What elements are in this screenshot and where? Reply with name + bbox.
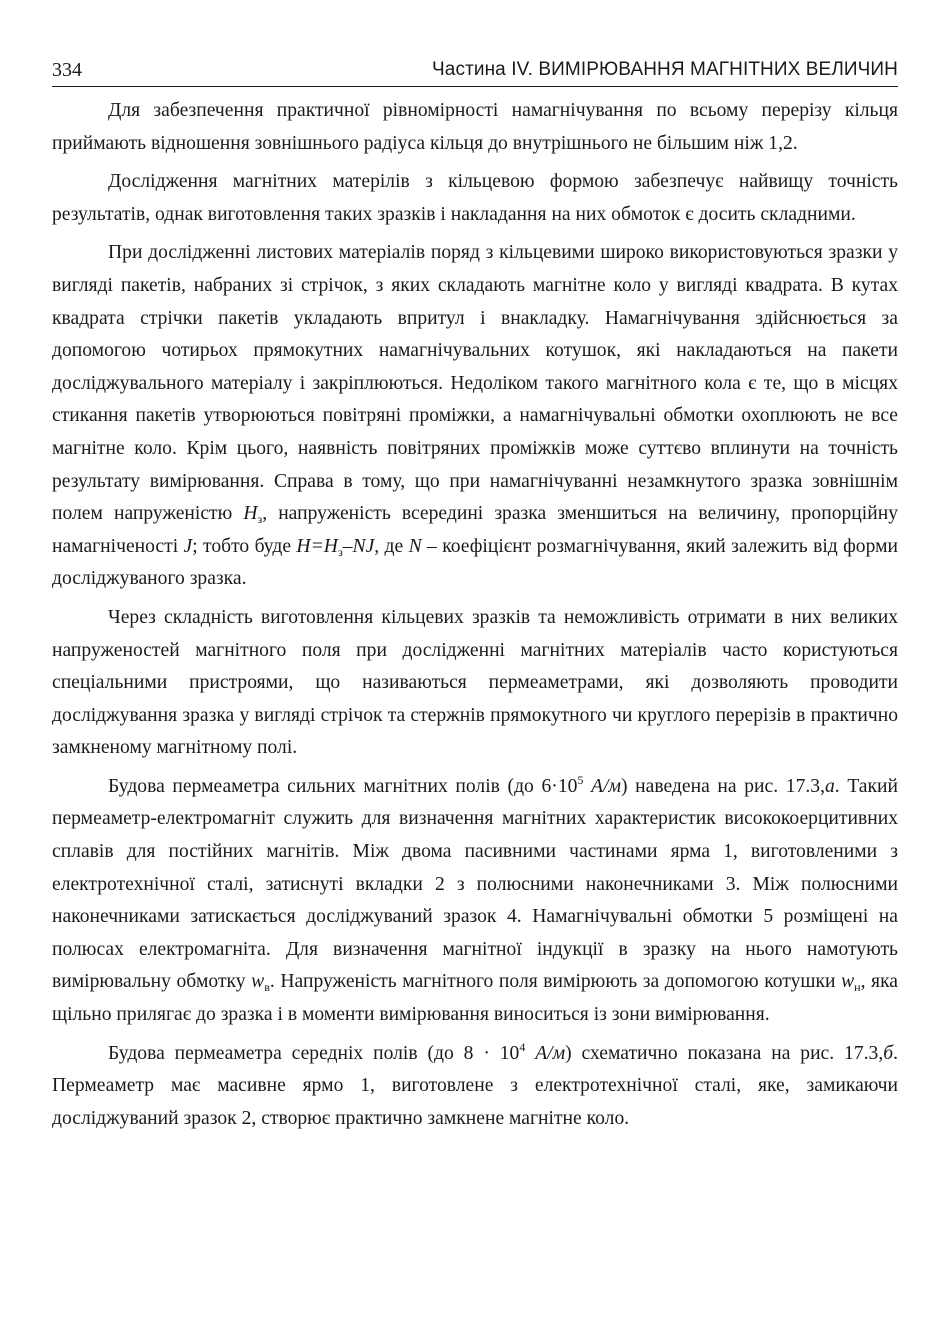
text-run: , де <box>374 535 409 557</box>
paragraph-3 <box>52 237 898 596</box>
text-run: – коефіцієнт розмагнічування, який залежить від форми досліджуваного зразка. <box>52 535 898 590</box>
variable-w: w <box>841 971 855 993</box>
text-run: Будова пермеаметра середніх полів (до 8 · 10 <box>108 1042 520 1064</box>
figure-ref: а <box>824 775 835 797</box>
paragraph-6 <box>52 1038 898 1136</box>
text-run: ; тобто буде <box>192 535 297 557</box>
unit: А/м <box>525 1042 566 1064</box>
paragraph-2: Дослідження магнітних матерілів з кільцевою формою забезпечує найвищу точність результатів, однак виготовлення таких зразків і накладання на них обмоток є досить складними. <box>52 171 898 225</box>
text-run: , яка щільно прилягає до зразка і в моменти вимірювання виноситься із зони вимірювання. <box>52 971 898 1026</box>
variable-n: N <box>408 535 422 557</box>
text-run: ) наведена на рис. 17.3, <box>621 775 825 797</box>
subscript: н <box>854 980 861 995</box>
variable-h: H <box>243 503 258 525</box>
text-run: . Пермеаметр має масивне ярмо 1, виготовлене з електротехнічної сталі, яке, замикаючи досліджуваний зразок 2, створює практично замкнене магнітне коло. <box>52 1042 898 1129</box>
figure-ref: б <box>883 1042 894 1064</box>
running-title: Частина IV. ВИМІРЮВАННЯ МАГНІТНИХ ВЕЛИЧИН <box>432 59 898 80</box>
text-run: При дослідженні листових матеріалів поряд з кільцевими широко використовуються зразки у вигляді пакетів, набраних зі стрічок, з яких складають магнітне коло у вигляді квадрата. В кутах квадрата стрічки пакетів укладають впритул і внакладку. Намагнічування здійснюється за допомогою чотирьох прямокутних намагнічувальних котушок, які накладаються на пакети досліджувального матеріалу і закріплюються. Недоліком такого магнітного кола є те, що в місцях стикання пакетів утворюються повітряні проміжки, а намагнічувальні обмотки охоплюють не все магнітне коло. Крім цього, наявність повітряних проміжків може суттєво вплинути на точність результату вимірювання. Справа в тому, що при намагнічуванні незамкнутого зразка зовнішнім полем напруженістю <box>52 242 898 525</box>
exponent: 4 <box>519 1039 526 1054</box>
formula-part: H=H <box>296 535 338 557</box>
paragraph-1: Для забезпечення практичної рівномірності намагнічування по всьому перерізу кільця приймають відношення зовнішнього радіуса кільця до внутрішнього не більшим ніж 1,2. <box>52 100 898 154</box>
text-run: . Такий пермеаметр-електромагніт служить для визначення магнітних характеристик висококоерцитивних сплавів для постійних магнітів. Між двома пасивними частинами ярма 1, виготовленими з електротехнічної сталі, затиснуті вкладки 2 з полюсними наконечниками 3. Між полюсними наконечниками затискається досліджуваний зразок 4. Намагнічувальні обмотки 5 розміщені на полюсах електромагніта. Для визначення магнітної індукції в зразку на нього намотують вимірювальну обмотку <box>52 775 898 993</box>
unit: А/м <box>583 775 621 797</box>
text-run: , напруженість всередині зразка зменшиться на величину, пропорційну намагніченості <box>52 503 899 557</box>
page-number: 334 <box>52 59 82 81</box>
formula-part: –NJ <box>342 535 375 557</box>
body-text <box>52 95 898 1135</box>
text-run: ) схематично показана на рис. 17.3, <box>565 1042 884 1064</box>
text-run: Будова пермеаметра сильних магнітних полів (до 6·10 <box>108 775 578 797</box>
page-header <box>52 58 898 87</box>
variable-j: J <box>183 535 193 557</box>
subscript: в <box>264 980 270 995</box>
variable-w: w <box>251 971 265 993</box>
subscript: з <box>257 512 263 527</box>
paragraph-4: Через складність виготовлення кільцевих зразків та неможливість отримати в них великих напруженостей магнітного поля при дослідженні магнітних матеріалів часто користуються спеціальними пристроями, що називаються пермеаметрами, які дозволяють проводити досліджування зразка у вигляді стрічок та стержнів прямокутного чи круглого перерізів в практично замкненому магнітному полі. <box>52 606 898 759</box>
exponent: 5 <box>577 772 584 787</box>
text-run: . Напруженість магнітного поля вимірюють за допомогою котушки <box>269 971 842 993</box>
paragraph-5 <box>52 771 898 1032</box>
book-page <box>52 58 898 1141</box>
subscript: з <box>337 544 343 559</box>
